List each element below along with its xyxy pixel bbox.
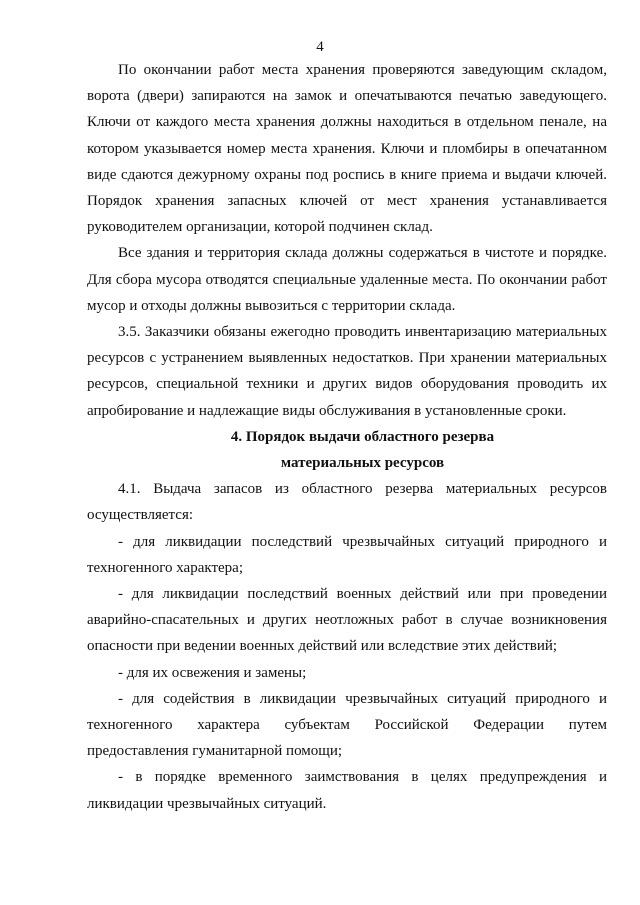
paragraph-storage-closing: По окончании работ места хранения проверяются заведующим складом, ворота (двери) запираются на замок и опечатываются печатью заведующего. Ключи от каждого места хранения должны находиться в отдельном пенале, на котором указывается номер места хранения. Ключи и пломбиры в опечатанном виде сдаются дежурному охраны под роспись в книге приема и выдачи ключей. Порядок хранения запасных ключей от мест хранения устанавливается руководителем организации, которой подчинен склад.: [87, 62, 607, 236]
page-number: 4: [316, 39, 324, 55]
section-heading-line-1: 4. Порядок выдачи областного резерва: [230, 428, 495, 445]
paragraph-cleanliness: Все здания и территория склада должны содержаться в чистоте и порядке. Для сбора мусора отводятся специальные удаленные места. По окончании работ мусор и отходы должны вывозиться с территории склада.: [87, 245, 607, 314]
paragraph-issuance-intro: 4.1. Выдача запасов из областного резерва материальных ресурсов осуществляется:: [87, 481, 607, 524]
list-item: - для содействия в ликвидации чрезвычайных ситуаций природного и техногенного характера субъектам Российской Федерации путем предоставления гуманитарной помощи;: [87, 690, 607, 760]
document-body: [87, 57, 607, 817]
list-item: - в порядке временного заимствования в целях предупреждения и ликвидации чрезвычайных ситуаций.: [87, 769, 607, 812]
section-heading-line-2: материальных ресурсов: [280, 455, 445, 472]
list-item: - для их освежения и замены;: [118, 664, 307, 681]
list-item: - для ликвидации последствий военных действий или при проведении аварийно-спасательных и других неотложных работ в случае возникновения опасности при ведении военных действий или вследствие этих действий;: [87, 586, 607, 655]
paragraph-inventory: 3.5. Заказчики обязаны ежегодно проводить инвентаризацию материальных ресурсов с устранением выявленных недостатков. При хранении материальных ресурсов, специальной техники и других видов оборудования проводить их апробирование и надлежащие виды обслуживания в установленные сроки.: [87, 324, 607, 419]
list-item: - для ликвидации последствий чрезвычайных ситуаций природного и техногенного характера;: [87, 533, 607, 576]
